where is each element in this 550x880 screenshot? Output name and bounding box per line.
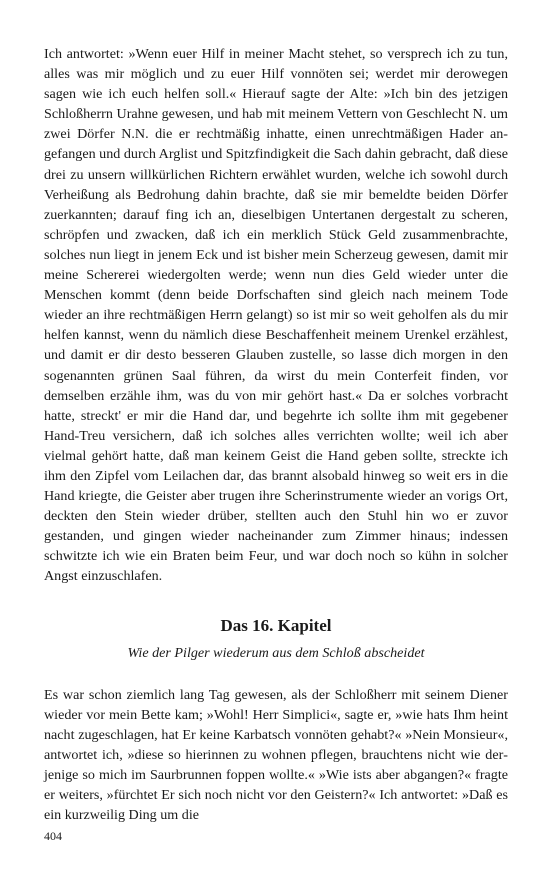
body-paragraph-1: Ich antwortet: »Wenn euer Hilf in meiner Macht stehet, so versprech ich zu tun, alles was mir möglich und zu euer Hilf vonnöten sei; werdet mir derowegen sagen wie ich euch helfen soll.« Hierauf sagte der Alte: »Ich bin des jetzigen Schloßherrn Urahne gewesen, und hab mit meinem Vettern von Geschlecht N. um zwei Dörfer N.N. die er rechtmäßig inhatte, einen unrechtmäßigen Hader angefangen und durch Arglist und Spitzfindigkeit die Sach dahin gebracht, daß diese drei zu unsern willkürlichen Richtern erwählet wurden, welche ich sowohl durch Verheißung als Bedrohung dahin brachte, daß sie mir bemeldte beiden Dörfer zuerkannten; darauf fing ich an, dieselbigen Untertanen dergestalt zu scheren, schröpfen und zwacken, daß ich ein merklich Stück Geld zusammenbrachte, solches nun liegt in jenem Eck und ist bisher mein Scherzeug gewesen, damit mir meine Schererei wiedergolten werde; wenn nun dies Geld wieder unter die Menschen kommt (denn beide Dorfschaften sind gleich nach meinem Tode wieder an ihre rechtmäßigen Herrn gelangt) so ist mir so weit geholfen als du mir helfen kannst, wenn du nämlich diese Beschaffenheit meinem Urenkel erzählest, und damit er dir desto besseren Glauben zustelle, so lasse dich morgen in den sogenannten grünen Saal führen, da wirst du mein Conterfeit finden, vor demselben erzähle ihm, was du von mir gehört hast.« Da er solches vorbracht hatte, streckt' er mir die Hand dar, und begehrte ich sollte ihm mit gegebener Hand-Treu versichern, daß ich solches alles verrichten wollte; weil ich aber vielmal gehört hatte, daß man keinem Geist die Hand geben sollte, streckte ich ihm den Zipfel vom Leilachen dar, das brannt alsobald hinweg so weit ers in die Hand kriegte, die Geister aber trugen ihre Scherinstrumente wieder an vorigs Ort, deckten den Stein wieder drüber, stellten auch den Stuhl hin wo er zuvor gestanden, und gingen wieder nacheinander zum Zimmer hinaus; indessen schwitzte ich wie ein Braten beim Feur, und war doch noch so kühn in solcher Angst einzuschlafen. xyxy=(44,46,508,585)
book-page xyxy=(44,44,508,825)
body-paragraph-2: Es war schon ziemlich lang Tag gewesen, als der Schloßherr mit seinem Diener wieder vor mein Bette kam; »Wohl! Herr Simplici«, sagte er, »wie hats Ihm heint nacht zugeschlagen, hat Er keine Karbatsch vonnöten gehabt?« »Nein Monsieur«, antwortet ich, »diese so hierinnen zu wohnen pflegen, brauchtens nicht wie derjenige so mich im Saurbrunnen foppen wollte.« »Wie ists aber abgangen?« fragte er weiters, »fürchtet Er sich noch nicht vor den Geistern?« Ich antwortet: »Daß es ein kurzweilig Ding um die xyxy=(44,686,508,824)
chapter-subtitle: Wie der Pilger wiederum aus dem Schloß abscheidet xyxy=(127,644,425,661)
page-number: 404 xyxy=(44,829,62,843)
chapter-title: Das 16. Kapitel xyxy=(220,615,332,635)
